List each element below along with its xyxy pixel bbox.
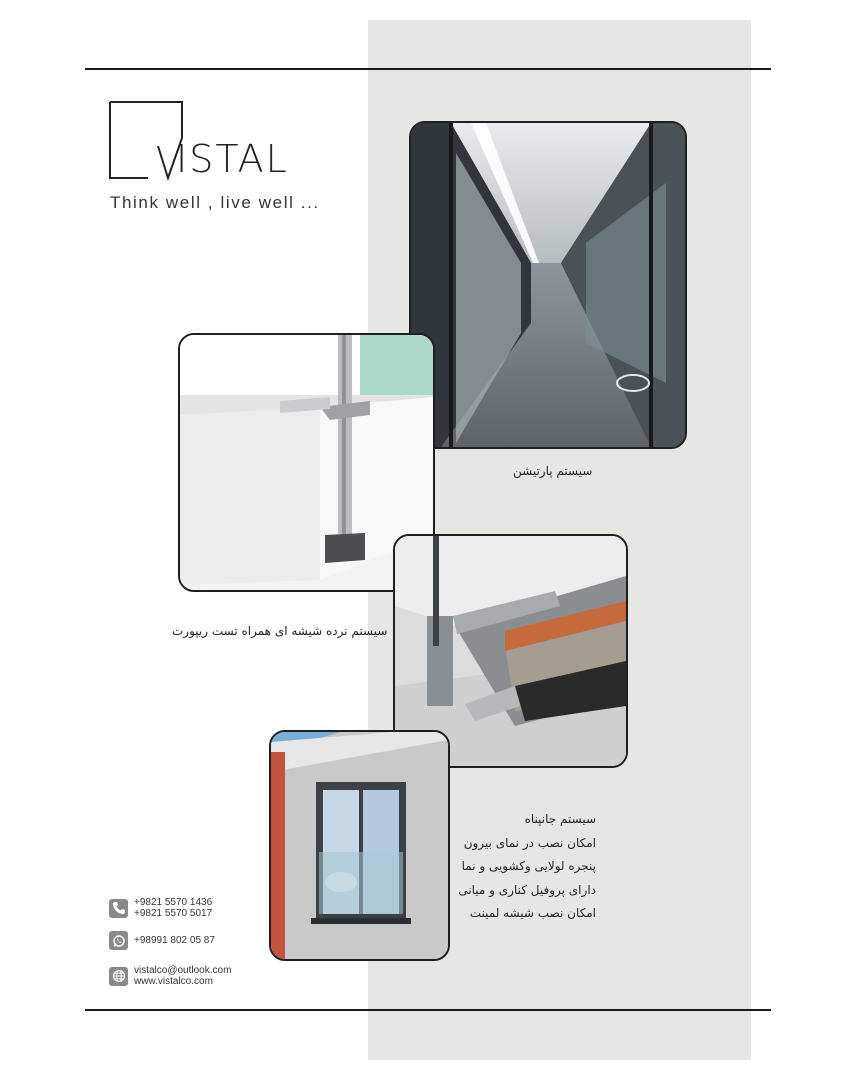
website-link[interactable]: www.vistalco.com (134, 976, 213, 987)
feature-item: امکان نصب در نمای بیرون (463, 835, 596, 850)
feature-item: پنجره لولایی وکشویی و نما (461, 859, 596, 873)
email-link[interactable]: vistalco@outlook.com (134, 965, 232, 976)
bottom-rule (85, 1009, 771, 1011)
top-rule (85, 68, 771, 70)
features-title: سیستم جانپناه (524, 812, 596, 826)
brand-tagline: Think well , live well ... (110, 193, 320, 212)
partition-photo (409, 121, 687, 449)
partition-caption: سیستم پارتیشن (513, 464, 593, 478)
phone-number[interactable]: +9821 5570 5017 (134, 908, 213, 919)
globe-icon (109, 967, 128, 986)
whatsapp-contact (109, 931, 215, 950)
parapet-features (420, 808, 596, 926)
phone-contact (109, 897, 212, 919)
feature-item: دارای پروفیل کناری و میانی (458, 882, 596, 897)
phone-icon (109, 899, 128, 918)
whatsapp-number[interactable]: +98991 802 05 87 (134, 935, 215, 946)
railing-caption: سیستم نرده شیشه ای همراه تست ریپورت (172, 624, 388, 638)
whatsapp-icon (109, 931, 128, 950)
feature-item: امکان نصب شیشه لمینت (469, 906, 596, 920)
brand-name: ISTAL (176, 137, 289, 181)
web-contact (109, 965, 231, 987)
phone-number[interactable]: +9821 5570 1436 (134, 897, 213, 908)
